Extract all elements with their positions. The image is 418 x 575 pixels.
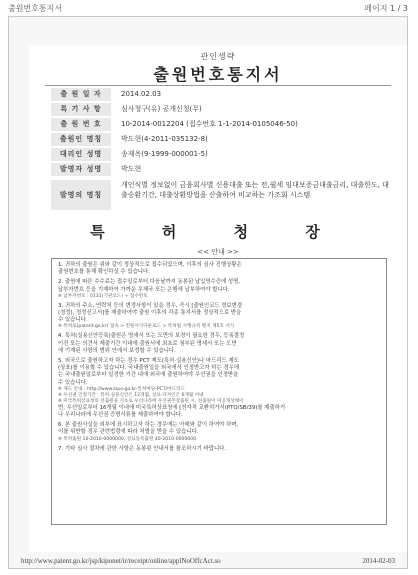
notice-line: (상표)를 이용할 수 있습니다. 국내출원일을 외국에서 인정받고자 하는 경우에 xyxy=(58,365,240,372)
field-row-application-number xyxy=(51,117,391,132)
viewer-title: 출원번호통지서 xyxy=(8,4,63,13)
notice-line: 7. 기타 심사 절차에 관한 사항은 동봉된 안내서를 참조하시기 바랍니다. xyxy=(58,445,227,452)
notice-line: ※ 특허출원 10-2010-0000000, 상표등록출원 40-2010-0000000 xyxy=(58,436,197,442)
notice-box xyxy=(51,258,387,525)
document-frame xyxy=(8,16,408,569)
field-value: 10-2014-0012204 (접수번호 1-1-2014-0105046-50) xyxy=(121,120,298,128)
notice-line: 3. 귀하의 주소, 연락처 등의 변경사항이 있을 경우, 즉시 [출원인코드 정보변경 xyxy=(58,302,243,309)
field-row-inventor xyxy=(51,162,391,177)
field-value: 송재옥(9-1999-000001-5) xyxy=(121,150,208,158)
notice-line: 나 우리나라에 우선권 증명서류를 제출하여야 합니다. xyxy=(58,412,183,419)
notice-line: 수 있습니다. xyxy=(58,379,88,386)
field-value: 박도현 xyxy=(121,165,142,173)
field-row-special-notes xyxy=(51,102,391,117)
field-row-invention-title xyxy=(51,179,391,211)
doc-subtitle: 관인생략 xyxy=(200,52,236,61)
issuer-title: 특 허 청 장 xyxy=(90,223,346,241)
notice-line: 4. 특허(실용신안등록)출원은 명세서 또는 도면의 보정이 필요한 경우, 등록결정 xyxy=(58,333,245,340)
notice-line: 수 있습니다. xyxy=(58,317,88,324)
notice-line: 출원번호를 통해 확인하실 수 있습니다. xyxy=(58,269,150,276)
notice-line: 는 국내출원일로부터 일정한 기간 내에 외국에 출원하여야 우선권을 인정받을 xyxy=(58,372,239,379)
guide-heading: << 안내 >> xyxy=(197,248,239,256)
page-indicator: 페이지 1 / 3 xyxy=(364,4,408,13)
field-value: 개인식별 정보없이 금융회사별 신용대출 또는 전,월세 임대보증금대출금리, 대출한도, 대출승환기간, 대출상환방법을 산출하여 비교하는 가조회 시스템 xyxy=(121,181,389,199)
notice-line: ※ 특허로(patent.go.kr) 접속 > 민원서식다운로드 > 특허법 시행규칙 별지 제5호 서식 xyxy=(58,324,235,330)
field-row-applicant xyxy=(51,132,391,147)
notice-line: 이를 위반할 경우 관련법령에 따라 처벌을 받을 수 있습니다. xyxy=(58,429,199,436)
field-value: 박도현(4-2011-035132-8) xyxy=(121,135,208,143)
notice-item xyxy=(58,262,380,276)
field-label: 발명의 명칭 xyxy=(51,180,111,210)
notice-line: 2. 출원에 따른 수수료는 접수일로부터 다음날까지 동봉된 납입영수증에 성명, xyxy=(58,279,240,286)
field-label: 특 기 사 항 xyxy=(51,103,111,116)
notice-line: 면, 우선일로부터 16개월 이내에 미국특허상표청에 [전자적 교환허가서(PTO/SB/39)를 제출하거 xyxy=(58,404,286,411)
notice-item xyxy=(58,279,380,299)
notice-line: ※ 제도 안내 : http://www.kipo.go.kr-특허마당-PCT/마드리드 xyxy=(58,386,185,392)
scanned-page xyxy=(29,45,407,552)
field-label: 출원인 명칭 xyxy=(51,133,111,146)
notice-item xyxy=(58,446,380,453)
notice-item xyxy=(58,333,380,355)
footer-date: 2014-02-03 xyxy=(362,557,395,565)
field-label: 대리인 성명 xyxy=(51,148,111,161)
title-divider xyxy=(45,85,391,86)
notice-line: ※ 우선권 인정기간 : 특허·실용신안은 12개월, 상표·디자인은 6개월 이내 xyxy=(58,392,204,398)
field-row-agent xyxy=(51,147,391,162)
notice-line: 1. 귀하의 출원은 위와 같이 정상적으로 접수되었으며, 이후의 심사 진행상황은 xyxy=(58,262,242,268)
field-row-filing-date xyxy=(51,87,391,102)
notice-line: 납부자번호 등을 기재하여 가까운 우체국 또는 은행에 납부하여야 합니다. xyxy=(58,286,230,293)
field-label: 출 원 일 자 xyxy=(51,88,111,101)
notice-line: 6. 본 출원사실을 외부에 표시하고자 하는 경우에는 아래와 같이 하여야 하며, xyxy=(58,422,239,429)
notice-item xyxy=(58,358,380,419)
doc-title: 출원번호통지서 xyxy=(153,65,283,84)
notice-line: ※ 미국특허상표청의 선출원을 기초로 우리나라에 우선권주장출원 시, 선출원이 미공개상태이 xyxy=(58,398,244,404)
notice-item xyxy=(58,303,380,331)
notice-line: 5. 외국으로 출원하고자 하는 경우 PCT 제도(특허·실용신안)나 마드리드 제도 xyxy=(58,358,239,365)
notice-line: (경정), 정정신고서]를 제출하여야 출원 이후의 각종 통지서를 정상적으로 받을 xyxy=(58,310,242,317)
notice-line: 이전 또는 의견서 제출기간 이내에 출원서에 최초로 첨부된 명세서 또는 도면 xyxy=(58,340,237,347)
notice-line: 에 기재된 사항의 범위 안에서 보정할 수 있습니다. xyxy=(58,347,176,354)
notice-line: ※ 납부자번호 : 0131(기관코드) + 접수번호 xyxy=(58,293,148,299)
footer-url: http://www.patent.go.kr/jsp/kiponet/ir/receipt/online/applNoOffcAct.so xyxy=(21,557,221,565)
field-value: 심사청구(유) 공개신청(무) xyxy=(121,105,202,113)
field-label: 출 원 번 호 xyxy=(51,118,111,131)
field-label: 발명자 성명 xyxy=(51,163,111,176)
field-value: 2014.02.03 xyxy=(121,90,162,98)
notice-item xyxy=(58,422,380,442)
